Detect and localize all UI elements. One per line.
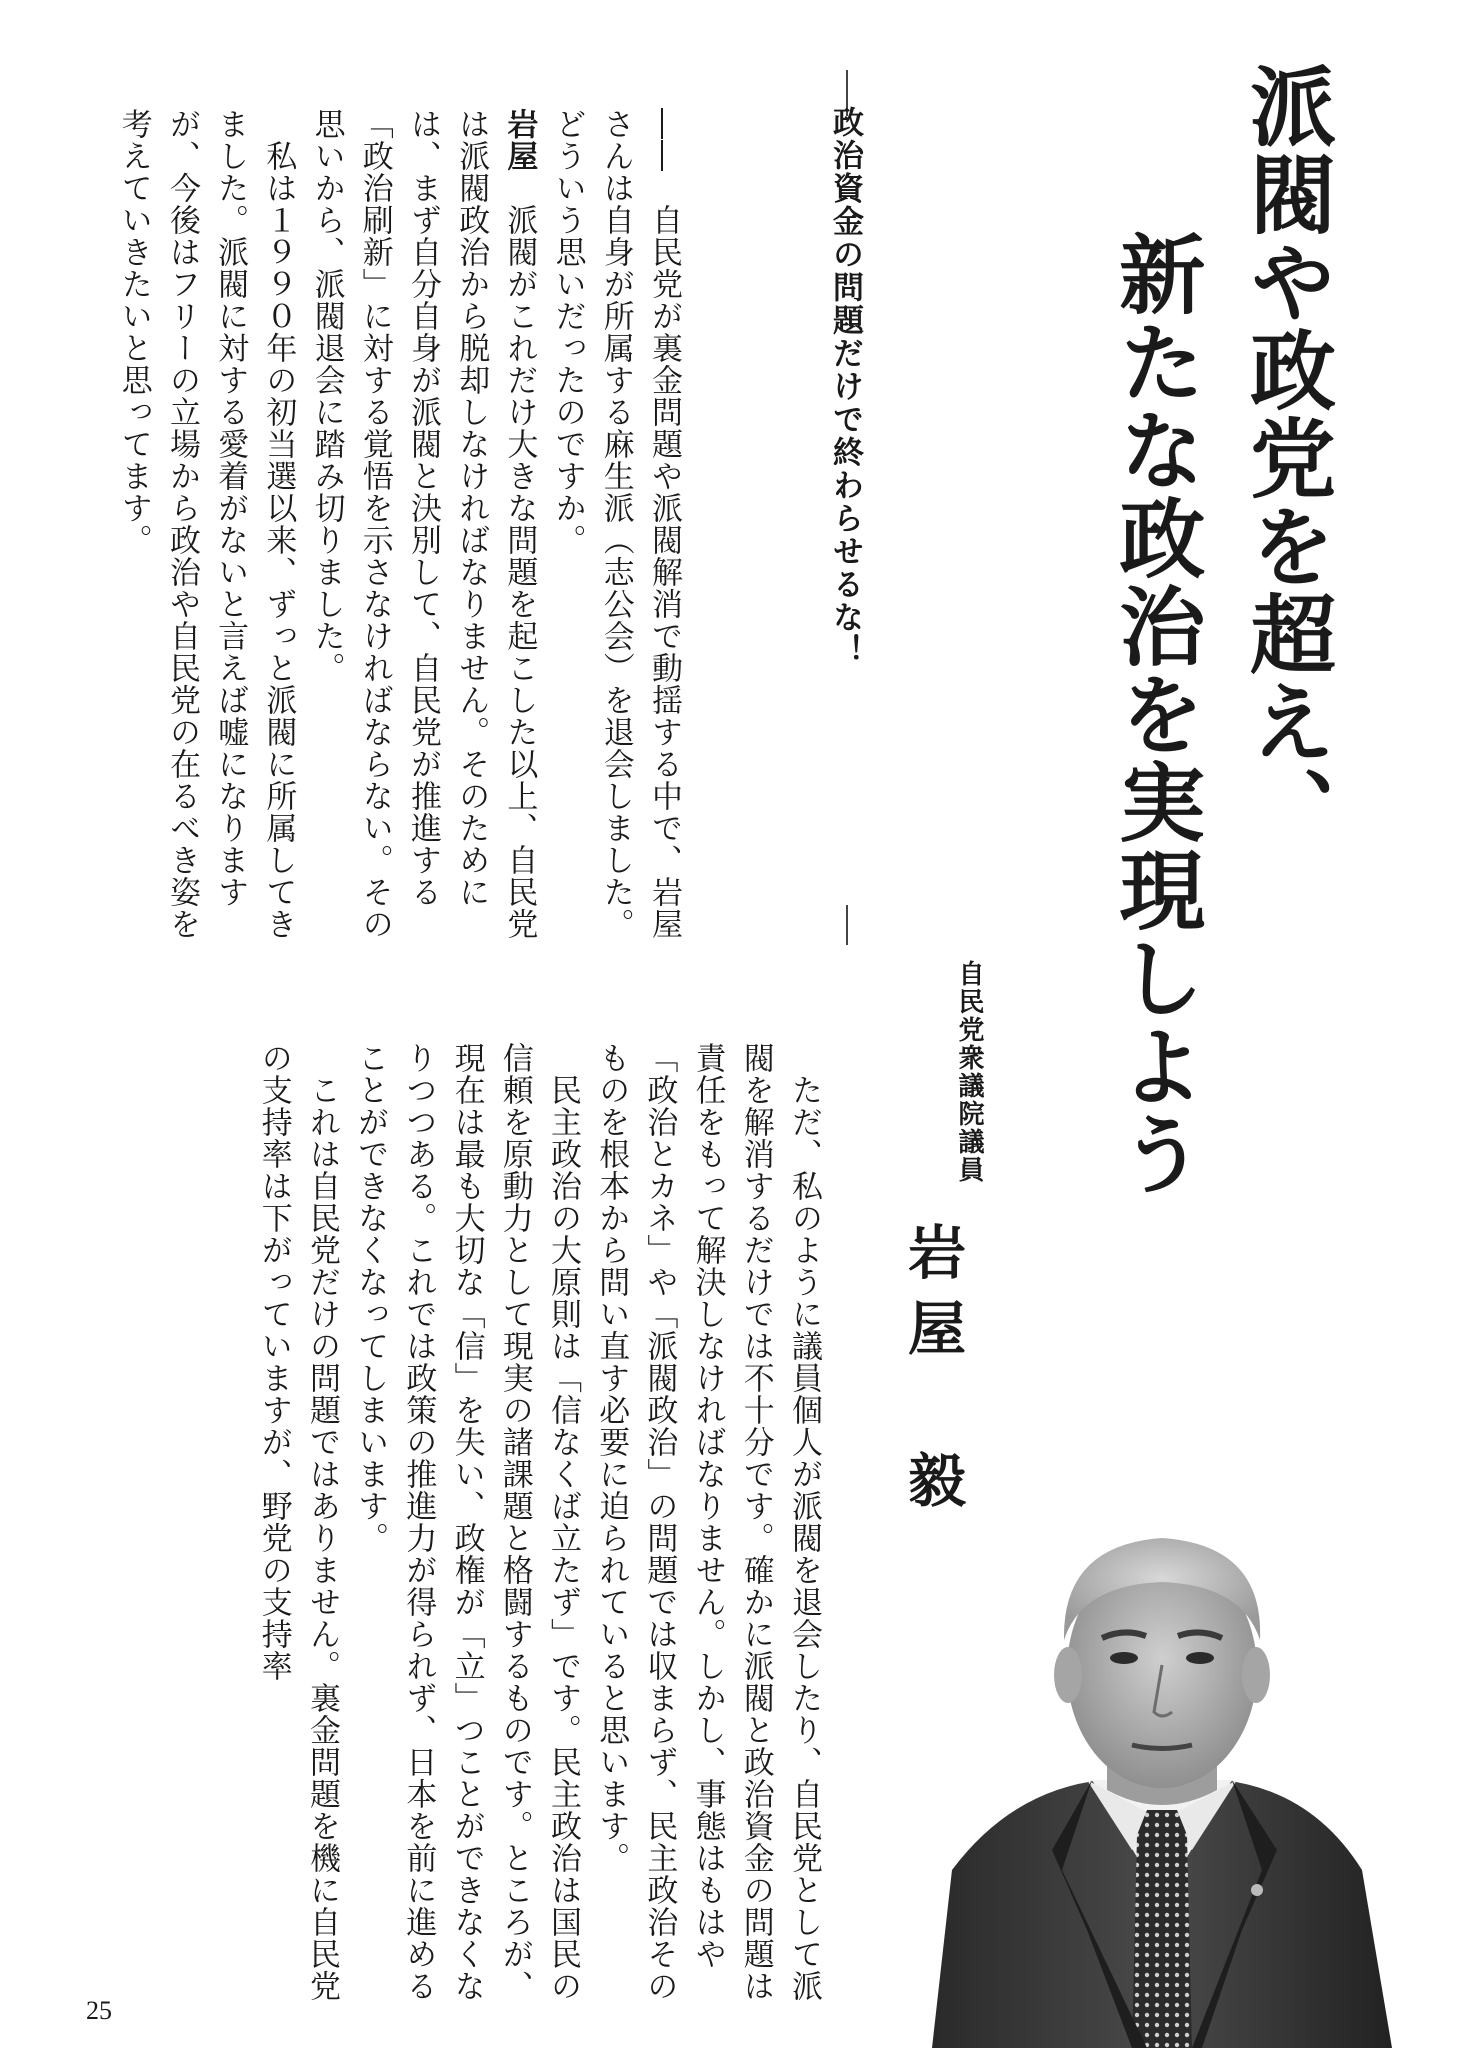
author-portrait-photo [892, 1490, 1422, 2048]
article-text-upper [110, 108, 688, 948]
body-paragraph: 民主政治の大原則は「信なくば立たず」です。民主政治は国民の信頼を原動力として現実の諸課題と格闘するものです。ところが、現在は最も大切な「信」を失い、政権が「立」つことができなくなりつつある。これでは政策の推進力が得られず、日本を前に進めることができなくなってしまいます。 [352, 1042, 581, 2002]
page-number: 25 [86, 1996, 112, 2025]
body-paragraph: 私は１９９０年の初当選以来、ずっと派閥に所属してきました。派閥に対する愛着がないと言えば嘘になりますが、今後はフリーの立場から政治や自民党の在るべき姿を考えていきたいと思ってます。 [115, 108, 297, 940]
headline-line-2: 新たな政治を実現しよう [1104, 230, 1205, 1198]
subheading-rule-bottom [846, 905, 848, 945]
body-paragraph: ただ、私のように議員個人が派閥を退会したり、自民党として派閥を解消するだけでは不十分です。確かに派閥と政治資金の問題は責任をもって解決しなければなりません。しかし、事態はもはや「政治とカネ」や「派閥政治」の問題では収まらず、民主政治そのものを根本から問い直す必要に迫られていると思います。 [593, 1042, 822, 2002]
section-subheading: 政治資金の問題だけで終わらせるな！ [827, 106, 863, 667]
interview-question: ―― 自民党が裏金問題や派閥解消で動揺する中で、岩屋さんは自身が所属する麻生派（志公会）を退会しました。どういう思いだったのですか。 [549, 108, 682, 940]
speaker-label: 岩屋 [501, 108, 538, 172]
article-text-lower [250, 1042, 828, 2002]
author-name: 岩屋 毅 [898, 1222, 966, 1526]
headline-line-1: 派閥や政党を超え、 [1235, 62, 1335, 854]
interview-answer-paragraph [302, 108, 543, 948]
headline [1089, 62, 1350, 1302]
author-affiliation: 自民党衆議院議員 [954, 960, 984, 1184]
body-paragraph: これは自民党だけの問題ではありません。裏金問題を機に自民党の支持率は下がっていますが、野党の支持率 [255, 1042, 340, 2002]
answer-text: 派閥がこれだけ大きな問題を起こした以上、自民党は派閥政治から脱却しなければなりません。そのためには、まず自分自身が派閥と決別して、自民党が推進する「政治刷新」に対する覚悟を示さなければならない。その思いから、派閥退会に踏み切りました。 [308, 108, 538, 940]
